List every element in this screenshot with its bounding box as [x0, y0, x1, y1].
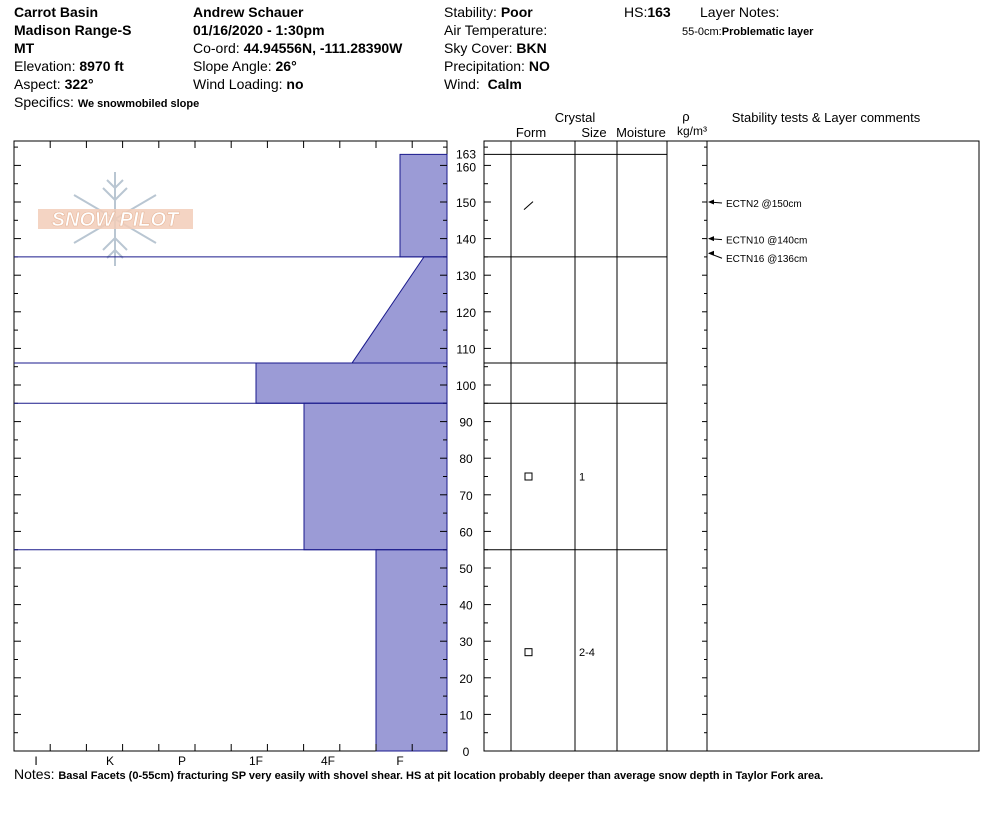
- stability-test-label: ECTN16 @136cm: [726, 254, 808, 266]
- depth-tick-label: 30: [459, 635, 473, 650]
- depth-tick-label: 130: [455, 269, 477, 284]
- depth-tick-label: 10: [459, 708, 473, 723]
- observation-datetime: 01/16/2020 - 1:30pm: [193, 22, 325, 38]
- coordinates: Co-ord: 44.94556N, -111.28390W: [193, 40, 403, 56]
- decomposing-crystal-icon: [524, 202, 533, 210]
- depth-tick-label: 163: [455, 147, 477, 162]
- layer-notes-label: Layer Notes:: [700, 4, 780, 20]
- layer-table-columns: [511, 141, 707, 751]
- stability-test-marks: [708, 199, 807, 265]
- faceted-crystal-icon: [525, 473, 532, 480]
- faceted-crystal-icon: [525, 649, 532, 656]
- elevation: Elevation: 8970 ft: [14, 58, 124, 74]
- hardness-tick-label: P: [177, 754, 187, 768]
- hardness-layer: [376, 550, 447, 751]
- stability: Stability: Poor: [444, 4, 533, 20]
- hardness-layer: [400, 154, 447, 256]
- precipitation: Precipitation: NO: [444, 58, 550, 74]
- stability-test-label: ECTN2 @150cm: [726, 199, 802, 210]
- depth-tick-label: 150: [455, 196, 477, 210]
- crystal-header: Crystal: [554, 110, 596, 125]
- sky-cover: Sky Cover: BKN: [444, 40, 547, 56]
- depth-tick-label: 100: [455, 379, 477, 393]
- hardness-tick-label: 4F: [320, 754, 336, 768]
- hardness-tick-label: F: [396, 754, 404, 768]
- crystal-size-label: 1: [579, 471, 586, 484]
- notes: Notes: Basal Facets (0-55cm) fracturing SP very easily with shovel shear. HS at pit location probably deeper than average snow depth in Taylor Fork area.: [14, 766, 824, 782]
- aspect: Aspect: 322°: [14, 76, 94, 92]
- stability-tests-header: Stability tests & Layer comments: [731, 110, 921, 125]
- depth-tick-label: 20: [459, 671, 473, 686]
- density-axis: [702, 147, 707, 751]
- moisture-header: Moisture: [616, 125, 666, 140]
- depth-tick-label: 80: [459, 452, 473, 467]
- hardness-tick-label: I: [34, 754, 38, 768]
- density-symbol: ρ: [682, 109, 690, 124]
- form-header: Form: [515, 125, 547, 140]
- air-temperature: Air Temperature:: [444, 22, 548, 38]
- size-header: Size: [581, 125, 607, 140]
- depth-tick-label: 0: [462, 745, 470, 759]
- crystal-marks: [524, 202, 595, 660]
- density-unit: kg/m³: [677, 124, 707, 138]
- wind-loading: Wind Loading: no: [193, 76, 304, 92]
- hardness-tick-label: 1F: [248, 754, 264, 768]
- specifics: Specifics: We snowmobiled slope: [14, 94, 200, 110]
- depth-tick-label: 90: [459, 415, 473, 430]
- hardness-layer: [352, 257, 447, 363]
- snow-height: HS:163: [624, 4, 671, 20]
- depth-tick-label: 70: [459, 488, 473, 503]
- hardness-tick-label: K: [105, 754, 115, 768]
- slope-angle: Slope Angle: 26°: [193, 58, 297, 74]
- state-name: MT: [14, 40, 35, 56]
- stability-test-arrow: [708, 200, 714, 205]
- hardness-layer: [256, 363, 447, 403]
- location-name: Carrot Basin: [14, 4, 99, 20]
- layer-note: 55-0cm:Problematic layer: [682, 26, 814, 38]
- stability-test-arrow: [708, 251, 714, 256]
- logo-text: SNOW PILOT: [51, 209, 179, 231]
- layer-table-frame: [484, 141, 979, 751]
- hardness-layer: [304, 403, 447, 549]
- range-name: Madison Range-S: [14, 22, 132, 38]
- depth-tick-label: 140: [455, 232, 477, 247]
- hardness-profile: [256, 154, 447, 751]
- observer-name: Andrew Schauer: [193, 4, 304, 20]
- stability-test-arrow: [708, 236, 714, 241]
- snowpilot-logo: [38, 172, 193, 266]
- stability-test-label: ECTN10 @140cm: [726, 235, 808, 247]
- wind: Wind: Calm: [444, 76, 522, 92]
- depth-tick-label: 60: [459, 525, 473, 540]
- depth-tick-label: 40: [459, 598, 473, 613]
- depth-tick-label: 110: [456, 342, 476, 357]
- depth-tick-label: 50: [459, 562, 473, 576]
- crystal-size-label: 2-4: [579, 647, 595, 660]
- depth-tick-label: 160: [455, 160, 477, 175]
- depth-tick-label: 120: [455, 305, 477, 320]
